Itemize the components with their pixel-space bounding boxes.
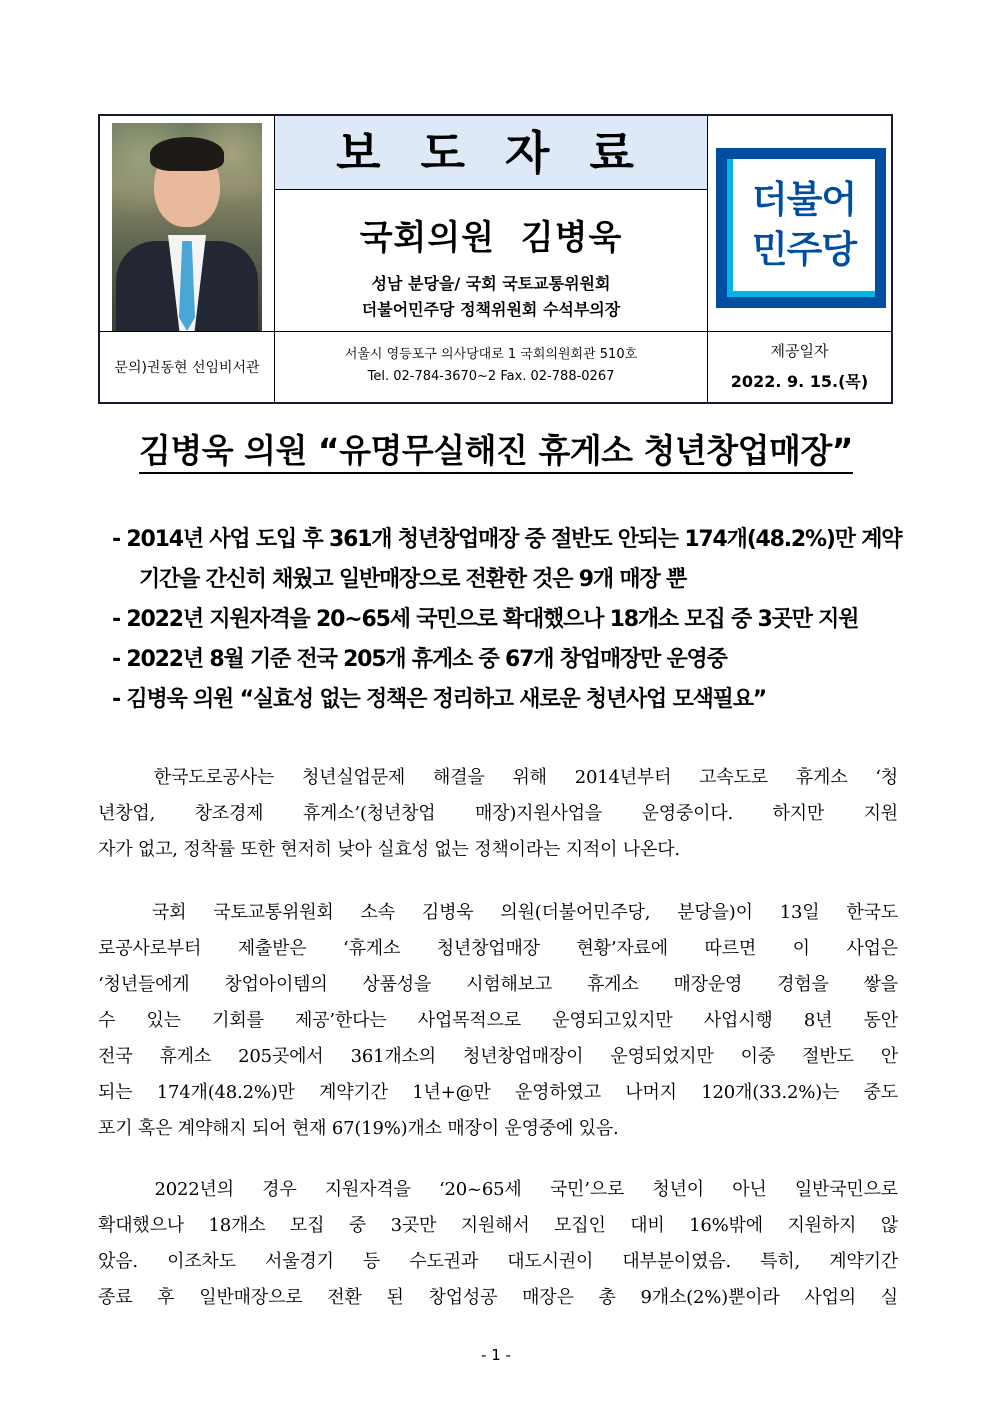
bullet-item: - 2022년 지원자격을 20~65세 국민으로 확대했으나 18개소 모집 중 3곳만 지원 bbox=[112, 607, 859, 632]
logo-cell bbox=[708, 116, 891, 332]
date-cell bbox=[708, 332, 891, 402]
member-district: 성남 분당을/ 국회 국토교통위원회 bbox=[371, 274, 611, 293]
photo-cell bbox=[100, 116, 275, 332]
office-address: 서울시 영등포구 의사당대로 1 국회의원회관 510호 bbox=[344, 347, 638, 362]
text-line: 2022년의 경우 지원자격을 ‘20~65세 국민’으로 청년이 아닌 일반국민으로 bbox=[98, 1179, 898, 1200]
text-line: 로공사로부터 제출받은 ‘휴게소 청년창업매장 현황’자료에 따르면 이 사업은 bbox=[98, 938, 898, 959]
member-info-cell bbox=[275, 190, 708, 332]
office-phone: Tel. 02-784-3670~2 Fax. 02-788-0267 bbox=[367, 369, 615, 384]
text-line: 년창업, 창조경제 휴게소’(청년창업 매장)지원사업을 운영중이다. 하지만 지원 bbox=[98, 803, 898, 824]
logo-line-1: 더불어 bbox=[751, 178, 857, 221]
text-line: 수 있는 기회를 제공’한다는 사업목적으로 운영되고있지만 사업시행 8년 동안 bbox=[98, 1010, 898, 1031]
logo-line-2: 민주당 bbox=[751, 228, 857, 271]
body-paragraph-3 bbox=[98, 1172, 898, 1316]
bullet-item-continuation: 기간을 간신히 채웠고 일반매장으로 전환한 것은 9개 매장 뿐 bbox=[139, 567, 687, 592]
text-line: 자가 없고, 정착률 또한 현저히 낮아 실효성 없는 정책이라는 지적이 나온다. bbox=[98, 839, 680, 860]
date-value: 2022. 9. 15.(목) bbox=[730, 372, 869, 391]
member-name: 국회의원 김병욱 bbox=[359, 218, 623, 258]
press-release-header bbox=[98, 114, 893, 404]
press-release-title: 보 도 자 료 bbox=[336, 126, 646, 180]
text-line: 전국 휴게소 205곳에서 361개소의 청년창업매장이 운영되었지만 이중 절반도 안 bbox=[98, 1046, 898, 1067]
text-line: 종료 후 일반매장으로 전환 된 창업성공 매장은 총 9개소(2%)뿐이라 사업의 실 bbox=[98, 1287, 898, 1308]
address-cell bbox=[275, 332, 708, 402]
contact-person: 문의)권동현 선임비서관 bbox=[114, 360, 260, 376]
text-line: 한국도로공사는 청년실업문제 해결을 위해 2014년부터 고속도로 휴게소 ‘청 bbox=[98, 767, 898, 788]
text-line: 확대했으나 18개소 모집 중 3곳만 지원해서 모집인 대비 16%밖에 지원하지 않 bbox=[98, 1215, 898, 1236]
body-paragraph-1 bbox=[98, 760, 898, 868]
date-label: 제공일자 bbox=[770, 342, 829, 360]
headline-text: 김병욱 의원 “유명무실해진 휴게소 청년창업매장” bbox=[139, 431, 853, 474]
member-photo bbox=[112, 123, 262, 331]
text-line: 았음. 이조차도 서울경기 등 수도권과 대도시권이 대부분이였음. 특히, 계약기간 bbox=[98, 1251, 898, 1272]
text-line: 국회 국토교통위원회 소속 김병욱 의원(더불어민주당, 분당을)이 13일 한국도 bbox=[98, 902, 898, 923]
headline bbox=[0, 425, 992, 472]
bullet-item: - 2014년 사업 도입 후 361개 청년창업매장 중 절반도 안되는 174개(48.2%)만 계약 bbox=[112, 527, 902, 552]
bullet-item: - 2022년 8월 기준 전국 205개 휴게소 중 67개 창업매장만 운영중 bbox=[112, 647, 727, 672]
text-line: ‘청년들에게 창업아이템의 상품성을 시험해보고 휴게소 매장운영 경험을 쌓을 bbox=[98, 974, 898, 995]
contact-cell bbox=[100, 332, 275, 402]
summary-bullets bbox=[112, 520, 912, 720]
party-logo bbox=[716, 148, 886, 308]
member-position: 더불어민주당 정책위원회 수석부의장 bbox=[361, 300, 621, 319]
bullet-item: - 김병욱 의원 “실효성 없는 정책은 정리하고 새로운 청년사업 모색필요” bbox=[112, 687, 767, 712]
text-line: 포기 혹은 계약해지 되어 현재 67(19%)개소 매장이 운영중에 있음. bbox=[98, 1118, 619, 1139]
title-cell bbox=[275, 116, 708, 190]
body-paragraph-2 bbox=[98, 895, 898, 1147]
text-line: 되는 174개(48.2%)만 계약기간 1년+@만 운영하였고 나머지 120개(33.2%)는 중도 bbox=[98, 1082, 898, 1103]
page-number: - 1 - bbox=[481, 1346, 511, 1364]
